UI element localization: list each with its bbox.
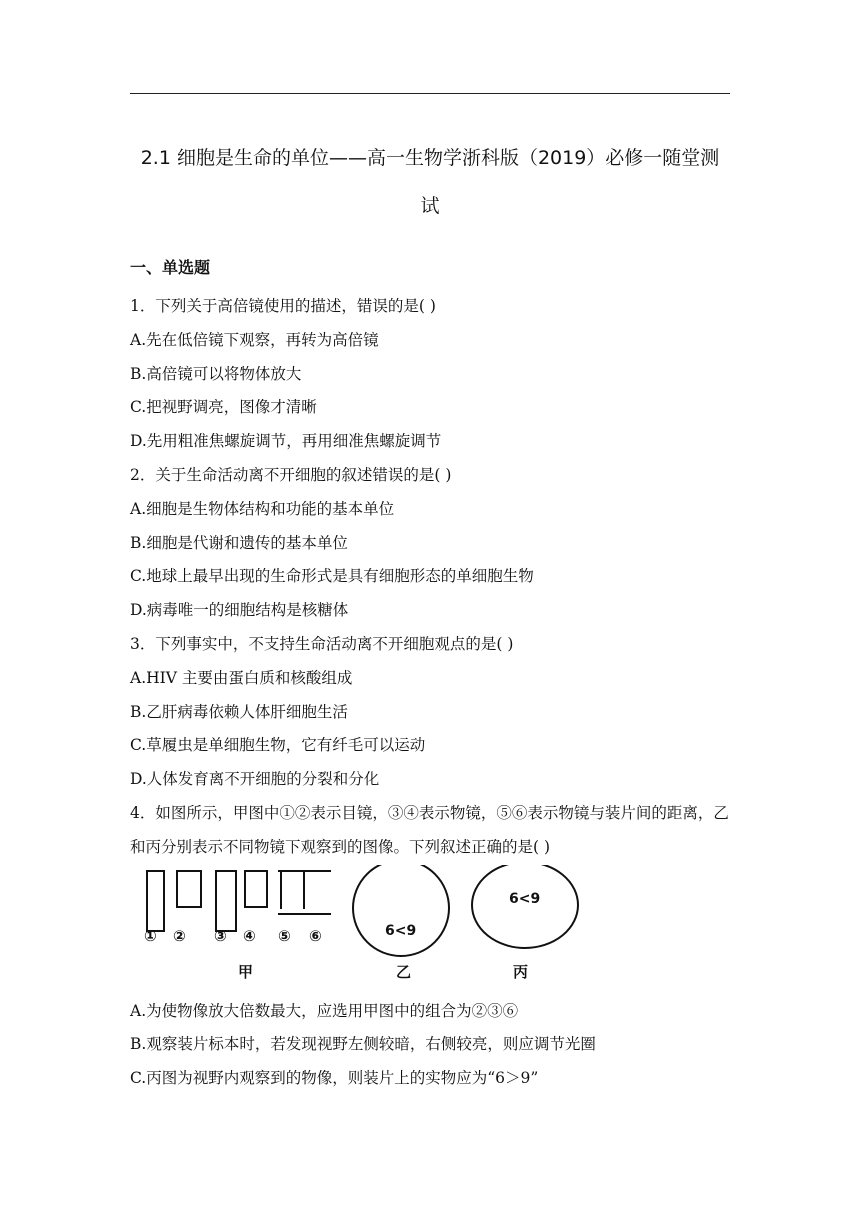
q3-stem: 3．下列事实中，不支持生命活动离不开细胞观点的是( ) [130, 634, 514, 653]
q4-stem: 4．如图所示，甲图中①②表示目镜，③④表示物镜，⑤⑥表示物镜与装片间的距离，乙和丙分别表示不同物镜下观察到的图像。下列叙述正确的是( ) [130, 803, 729, 856]
q2-stem: 2．关于生命活动离不开细胞的叙述错误的是( ) [130, 465, 452, 484]
objective-4-shape [245, 871, 267, 907]
title-line-1: 2.1 细胞是生命的单位——高一生物学浙科版（2019）必修一随堂测 [140, 147, 720, 169]
num-2: ② [173, 926, 186, 945]
q2-option-a: A.细胞是生物体结构和功能的基本单位 [130, 499, 395, 518]
label-jia: 甲 [238, 962, 254, 981]
q1-option-d: D.先用粗准焦螺旋调节，再用细准焦螺旋调节 [130, 432, 442, 451]
objective-3-shape [216, 871, 236, 931]
num-4: ④ [243, 926, 256, 945]
num-5: ⑤ [278, 926, 291, 945]
eyepiece-1-shape [147, 871, 164, 931]
q3-option-c: C.草履虫是单细胞生物，它有纤毛可以运动 [130, 736, 426, 755]
q1-option-c: C.把视野调亮，图像才清晰 [130, 398, 317, 417]
section-heading: 一、单选题 [130, 258, 211, 277]
page-title [130, 134, 730, 230]
q4-option-a: A.为使物像放大倍数最大，应选用甲图中的组合为②③⑥ [130, 1001, 519, 1020]
yi-view-text: 6<9 [385, 922, 417, 939]
q2-option-d: D.病毒唯一的细胞结构是核糖体 [130, 601, 349, 620]
q1-option-a: A.先在低倍镜下观察，再转为高倍镜 [130, 330, 379, 349]
q4-option-b: B.观察装片标本时，若发现视野左侧较暗，右侧较亮，则应调节光圈 [130, 1035, 596, 1054]
q3-option-d: D.人体发育离不开细胞的分裂和分化 [130, 770, 380, 789]
label-bing: 丙 [513, 962, 529, 981]
q1-option-b: B.高倍镜可以将物体放大 [130, 364, 302, 383]
microscope-figure [130, 865, 730, 995]
num-6: ⑥ [309, 926, 322, 945]
bing-view-text: 6<9 [509, 890, 541, 907]
q3-option-a: A.HIV 主要由蛋白质和核酸组成 [130, 668, 353, 687]
question-list [130, 290, 730, 1096]
q3-option-b: B.乙肝病毒依赖人体肝细胞生活 [130, 702, 348, 721]
q4-option-c: C.丙图为视野内观察到的物像，则装片上的实物应为“6＞9” [130, 1069, 539, 1088]
num-1: ① [144, 926, 157, 945]
view-yi-circle [353, 865, 449, 956]
q2-option-b: B.细胞是代谢和遗传的基本单位 [130, 533, 348, 552]
figure-svg [130, 865, 730, 995]
title-line-2: 试 [420, 195, 440, 217]
q2-option-c: C.地球上最早出现的生命形式是具有细胞形态的单细胞生物 [130, 567, 534, 586]
label-yi: 乙 [396, 962, 412, 981]
q1-stem: 1．下列关于高倍镜使用的描述，错误的是( ) [130, 297, 436, 315]
num-3: ③ [214, 926, 227, 945]
header-rule [130, 93, 730, 94]
eyepiece-2-shape [177, 871, 201, 907]
